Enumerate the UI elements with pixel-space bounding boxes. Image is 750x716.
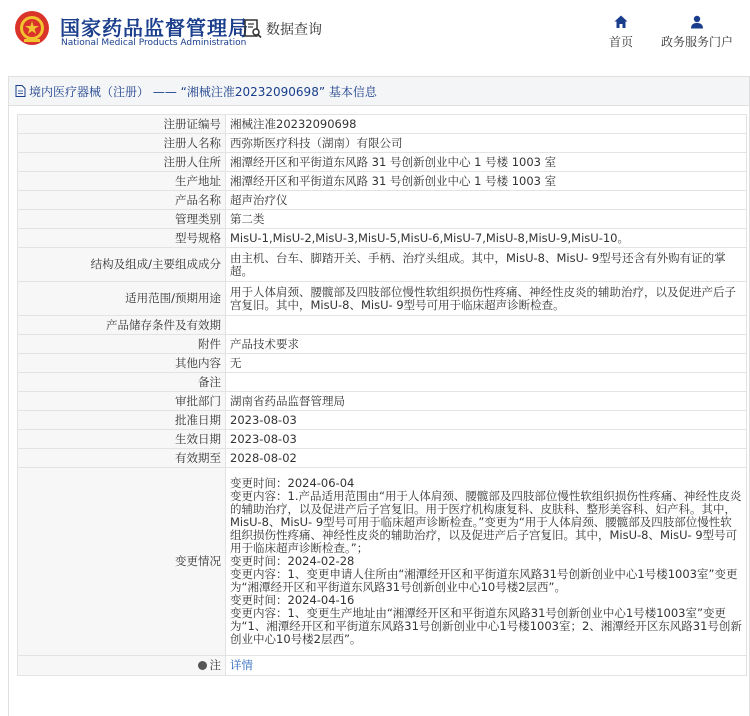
details-link[interactable]: 详情 [230, 658, 253, 672]
nav-portal-label: 政务服务门户 [660, 35, 733, 49]
nav-home[interactable] [604, 15, 638, 50]
field-label: 型号规格 [18, 229, 226, 248]
field-label: 结构及组成/主要组成成分 [18, 248, 226, 282]
field-value: 西弥斯医疗科技（湖南）有限公司 [226, 134, 747, 153]
table-row [18, 210, 747, 229]
nav-home-label: 首页 [608, 35, 633, 49]
table-row-note [18, 656, 747, 676]
nav-service-portal[interactable] [660, 15, 734, 50]
table-row-changes [18, 468, 747, 656]
field-value: MisU-1,MisU-2,MisU-3,MisU-5,MisU-6,MisU-7,MisU-8,MisU-9,MisU-10。 [226, 229, 747, 248]
field-label: 产品名称 [18, 191, 226, 210]
field-label: 有效期至 [18, 449, 226, 468]
table-row [18, 373, 747, 392]
info-table [17, 114, 747, 676]
field-label: 管理类别 [18, 210, 226, 229]
national-emblem-icon [14, 10, 50, 46]
field-label: 注册人住所 [18, 153, 226, 172]
change-line: 变更内容：1、变更申请人住所由“湘潭经开区和平街道东风路31号创新创业中心1号楼1003室”变更为“湘潭经开区和平街道东风路31号创新创业中心10号楼2层西”。 [230, 567, 738, 594]
data-query-label: 数据查询 [266, 22, 322, 38]
change-line: 变更内容：1、变更生产地址由“湘潭经开区和平街道东风路31号创新创业中心1号楼1003室”变更为“1、湘潭经开区和平街道东风路31号创新创业中心1号楼1003室；2、湘潭经开区东风路31号创新创业中心10号楼2层西”。 [230, 606, 742, 646]
lightbulb-icon [198, 661, 207, 670]
note-value-cell [226, 656, 747, 676]
field-label: 产品储存条件及有效期 [18, 316, 226, 335]
table-row [18, 392, 747, 411]
table-row [18, 172, 747, 191]
document-icon [15, 85, 26, 97]
field-value: 湘潭经开区和平街道东风路 31 号创新创业中心 1 号楼 1003 室 [226, 153, 747, 172]
field-value: 超声治疗仪 [226, 191, 747, 210]
field-value: 用于人体肩颈、腰髋部及四肢部位慢性软组织损伤性疼痛、神经性皮炎的辅助治疗，以及促进产后子宫复旧。其中，MisU-8、MisU- 9型号可用于临床超声诊断检查。 [226, 282, 747, 316]
field-value: 2023-08-03 [226, 430, 747, 449]
changes-label: 变更情况 [18, 468, 226, 656]
document-search-icon [244, 19, 262, 39]
field-label: 其他内容 [18, 354, 226, 373]
change-line: 变更内容：1.产品适用范围由“用于人体肩颈、腰髋部及四肢部位慢性软组织损伤性疼痛、神经性皮炎的辅助治疗，以及促进产后子宫复旧。用于医疗机构康复科、皮肤科、整形美容科、妇产科。其中，MisU-8、MisU- 9型号可用于临床超声诊断检查。”变更为“用于人体肩颈、腰髋部及四肢部位慢性软组织损伤性疼痛、神经性皮炎的辅助治疗，以及促进产后子宫复旧。其中，MisU-8、MisU- 9型号可用于临床超声诊断检查。”； [230, 489, 742, 555]
change-line: 变更时间：2024-04-16 [230, 593, 355, 607]
table-row [18, 248, 747, 282]
field-label: 附件 [18, 335, 226, 354]
table-row [18, 335, 747, 354]
table-row [18, 430, 747, 449]
field-value: 湘械注准20232090698 [226, 115, 747, 134]
change-line: 变更时间：2024-06-04 [230, 476, 355, 490]
field-label: 适用范围/预期用途 [18, 282, 226, 316]
field-value: 由主机、台车、脚踏开关、手柄、治疗头组成。其中，MisU-8、MisU- 9型号还含有外购有证的掌超。 [226, 248, 747, 282]
field-value: 第二类 [226, 210, 747, 229]
note-label-cell [18, 656, 226, 676]
table-row [18, 115, 747, 134]
table-row [18, 191, 747, 210]
table-row [18, 449, 747, 468]
data-query-link[interactable] [244, 19, 322, 39]
field-label: 生效日期 [18, 430, 226, 449]
note-label: 注 [209, 658, 221, 672]
field-label: 审批部门 [18, 392, 226, 411]
site-subtitle: National Medical Products Administration [61, 38, 247, 48]
table-row [18, 134, 747, 153]
site-title: 国家药品监督管理局 [60, 16, 249, 40]
field-value: 2023-08-03 [226, 411, 747, 430]
changes-value [226, 468, 747, 656]
table-row [18, 411, 747, 430]
field-value [226, 373, 747, 392]
field-value: 产品技术要求 [226, 335, 747, 354]
detail-panel [8, 76, 750, 716]
field-label: 注册证编号 [18, 115, 226, 134]
field-value: 湘潭经开区和平街道东风路 31 号创新创业中心 1 号楼 1003 室 [226, 172, 747, 191]
table-row [18, 153, 747, 172]
field-value: 湖南省药品监督管理局 [226, 392, 747, 411]
field-label: 批准日期 [18, 411, 226, 430]
user-icon [690, 15, 704, 29]
field-label: 备注 [18, 373, 226, 392]
field-label: 注册人名称 [18, 134, 226, 153]
table-row [18, 229, 747, 248]
panel-title [9, 77, 749, 106]
field-value: 无 [226, 354, 747, 373]
table-row [18, 316, 747, 335]
site-header [0, 0, 750, 68]
change-line: 变更时间：2024-02-28 [230, 554, 355, 568]
field-value [226, 316, 747, 335]
panel-title-text: 境内医疗器械（注册） —— “湘械注准20232090698” 基本信息 [29, 84, 377, 99]
table-row [18, 282, 747, 316]
home-icon [614, 15, 628, 29]
field-label: 生产地址 [18, 172, 226, 191]
field-value: 2028-08-02 [226, 449, 747, 468]
table-row [18, 354, 747, 373]
